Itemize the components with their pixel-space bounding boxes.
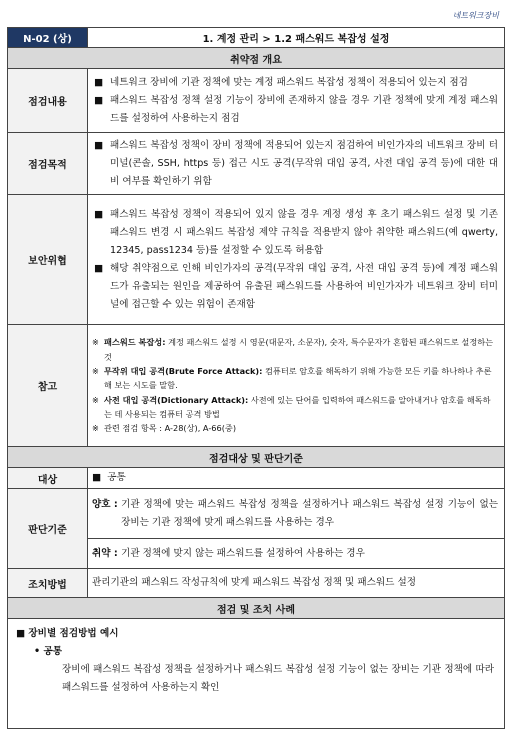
threat-content <box>88 195 505 325</box>
category-label: 네트워크장비 <box>452 11 499 20</box>
inspect-label: 점검내용 <box>8 69 88 133</box>
target-content <box>88 468 505 489</box>
reference-row <box>8 325 505 447</box>
purpose-content <box>88 133 505 195</box>
note-mark-icon: ※ <box>92 337 99 348</box>
square-bullet-icon: ■ <box>94 208 104 220</box>
action-row <box>8 569 505 598</box>
inspect-row <box>8 69 505 133</box>
example-body: 장비에 패스워드 복잡성 정책을 설정하거나 패스워드 복잡성 설정 기능이 없는 장비는 기관 정책에 따라 패스워드를 설정하여 사용하는지 확인 <box>62 664 494 693</box>
criteria-good-row <box>8 489 505 539</box>
purpose-label: 점검목적 <box>8 133 88 195</box>
section-example: 점검 및 조치 사례 <box>8 598 505 619</box>
purpose-item: ■ 패스워드 복잡성 정책이 장비 정책에 적용되어 있는지 점검하여 비인가자의 네트워크 장비 터미널(콘솔, SSH, https 등) 접근 시도 공격(무작위 대입 공격, 사전 대입 공격 등)에 대한 대비 여부를 확인하기 위함 <box>92 137 498 191</box>
note-mark-icon: ※ <box>92 394 99 405</box>
good-key: 양호 : <box>92 498 122 510</box>
bad-text: 기관 정책에 맞지 않는 패스워드를 설정하여 사용하는 경우 <box>121 547 365 559</box>
reference-label: 참고 <box>8 325 88 447</box>
section-example-row <box>8 598 505 619</box>
criteria-label: 판단기준 <box>8 489 88 569</box>
section-target: 점검대상 및 판단기준 <box>8 447 505 468</box>
inspect-item: ■ 네트워크 장비에 기관 정책에 맞는 계정 패스워드 복잡성 정책이 적용되어 있는지 점검 <box>92 74 498 92</box>
threat-item: ■ 패스워드 복잡성 정책이 적용되어 있지 않을 경우 계정 생성 후 초기 패스워드 설정 및 기존 패스워드 변경 시 패스워드 복잡성 제약 규칙을 적용받지 않아 취약한 패스워드(예 qwerty, 12345, pass1234 등)를 설정할 수 있도록 허용함 <box>92 206 498 260</box>
reference-note: ※ 관련 점검 항목 : A-28(상), A-66(중) <box>92 421 498 435</box>
reference-note: ※ 패스워드 복잡성: 계정 패스워드 설정 시 영문(대문자, 소문자), 숫자, 특수문자가 혼합된 패스워드로 설정하는 것 <box>92 337 494 362</box>
example-subtitle: • 공통 <box>34 646 63 657</box>
action-content: 관리기관의 패스워드 작성규칙에 맞게 패스워드 복잡성 정책 및 패스워드 설정 <box>88 569 505 598</box>
note-mark-icon: ※ <box>92 366 99 377</box>
section-overview: 취약점 개요 <box>8 48 505 69</box>
reference-note: ※ 사전 대입 공격(Dictionary Attack): 사전에 있는 단어를 입력하여 패스워드를 알아내거나 암호를 해독하는 데 사용되는 컴퓨터 공격 방법 <box>92 394 491 419</box>
target-label: 대상 <box>8 468 88 489</box>
example-content <box>8 619 505 729</box>
criteria-bad <box>88 539 505 569</box>
inspect-content <box>88 69 505 133</box>
section-target-row <box>8 447 505 468</box>
vulnerability-sheet <box>7 27 505 729</box>
target-row <box>8 468 505 489</box>
threat-label: 보안위협 <box>8 195 88 325</box>
square-bullet-icon: ■ <box>94 139 104 151</box>
target-value: 공통 <box>107 472 126 483</box>
note-mark-icon: ※ <box>92 423 99 434</box>
inspect-item: ■ 패스워드 복잡성 정책 설정 기능이 장비에 존재하지 않을 경우 기관 정책에 맞게 계정 패스워드를 설정하여 사용하는지 점검 <box>92 92 498 128</box>
purpose-row <box>8 133 505 195</box>
square-bullet-icon: ■ <box>94 94 104 106</box>
criteria-good <box>88 489 505 539</box>
threat-row <box>8 195 505 325</box>
threat-item: ■ 해당 취약점으로 인해 비인가자의 공격(무작위 대입 공격, 사전 대입 공격 등)에 계정 패스워드가 유출되는 원인을 제공하여 유출된 패스워드를 사용하여 비인가자가 네트워크 장비 터미널에 접근할 수 있는 위험이 존재함 <box>92 260 498 314</box>
section-overview-row <box>8 48 505 69</box>
square-bullet-icon: ■ <box>94 76 104 88</box>
title-row <box>8 28 505 48</box>
good-text: 기관 정책에 맞는 패스워드 복잡성 정책을 설정하거나 패스워드 복잡성 설정 기능이 없는 장비는 기관 정책에 맞게 패스워드를 사용하는 경우 <box>121 498 498 528</box>
reference-note: ※ 무작위 대입 공격(Brute Force Attack): 컴퓨터로 암호를 해독하기 위해 가능한 모든 키를 하나하나 추론해 보는 시도를 말함. <box>92 366 492 391</box>
item-code: N-02 (상) <box>8 28 88 48</box>
reference-content <box>88 325 505 447</box>
action-label: 조치방법 <box>8 569 88 598</box>
item-title: 1. 계정 관리 > 1.2 패스워드 복잡성 설정 <box>88 28 505 48</box>
example-row <box>8 619 505 729</box>
square-bullet-icon: ■ <box>92 472 102 483</box>
example-title: ■ 장비별 점검방법 예시 <box>16 628 119 639</box>
bad-key: 취약 : <box>92 547 122 559</box>
square-bullet-icon: ■ <box>94 262 104 274</box>
